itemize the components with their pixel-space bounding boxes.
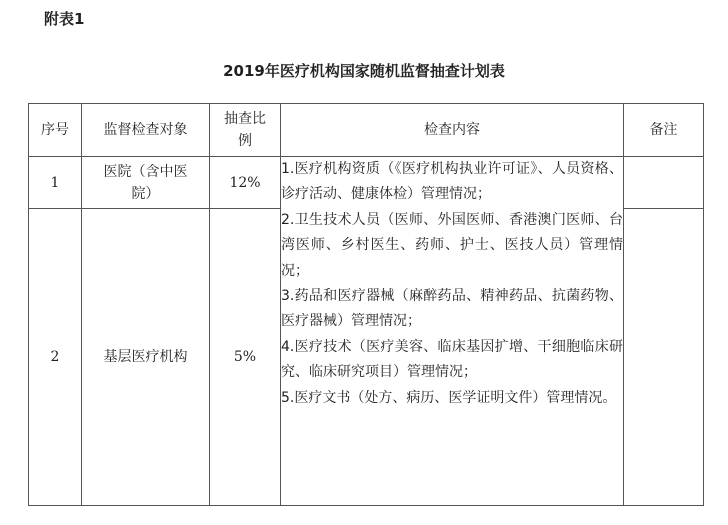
row-remark bbox=[624, 209, 704, 506]
attachment-label: 附表1 bbox=[44, 10, 85, 28]
content-item: 2.卫生技术人员（医师、外国医师、香港澳门医师、台湾医师、乡村医生、药师、护士、医技人员）管理情况； bbox=[281, 211, 623, 279]
inspection-plan-table bbox=[28, 103, 704, 506]
header-target: 监督检查对象 bbox=[82, 104, 210, 157]
row-target: 医院（含中医院） bbox=[82, 157, 210, 209]
content-item: 4.医疗技术（医疗美容、临床基因扩增、干细胞临床研究、临床研究项目）管理情况； bbox=[281, 338, 623, 381]
row-ratio: 12% bbox=[210, 157, 281, 209]
row-ratio: 5% bbox=[210, 209, 281, 506]
table-row bbox=[29, 157, 704, 209]
content-item: 3.药品和医疗器械（麻醉药品、精神药品、抗菌药物、医疗器械）管理情况； bbox=[281, 288, 623, 330]
header-content: 检查内容 bbox=[281, 104, 624, 157]
content-item: 5.医疗文书（处方、病历、医学证明文件）管理情况。 bbox=[281, 389, 617, 406]
row-index: 1 bbox=[29, 157, 82, 209]
header-index: 序号 bbox=[29, 104, 82, 157]
header-remark: 备注 bbox=[624, 104, 704, 157]
row-index: 2 bbox=[29, 209, 82, 506]
header-ratio: 抽查比例 bbox=[210, 104, 281, 157]
inspection-content-cell bbox=[281, 157, 624, 506]
row-remark bbox=[624, 157, 704, 209]
table-title: 2019年医疗机构国家随机监督抽查计划表 bbox=[223, 62, 505, 80]
content-item: 1.医疗机构资质（《医疗机构执业许可证》、人员资格、诊疗活动、健康体检）管理情况； bbox=[281, 161, 623, 203]
table-header-row bbox=[29, 104, 704, 157]
row-target: 基层医疗机构 bbox=[82, 209, 210, 506]
